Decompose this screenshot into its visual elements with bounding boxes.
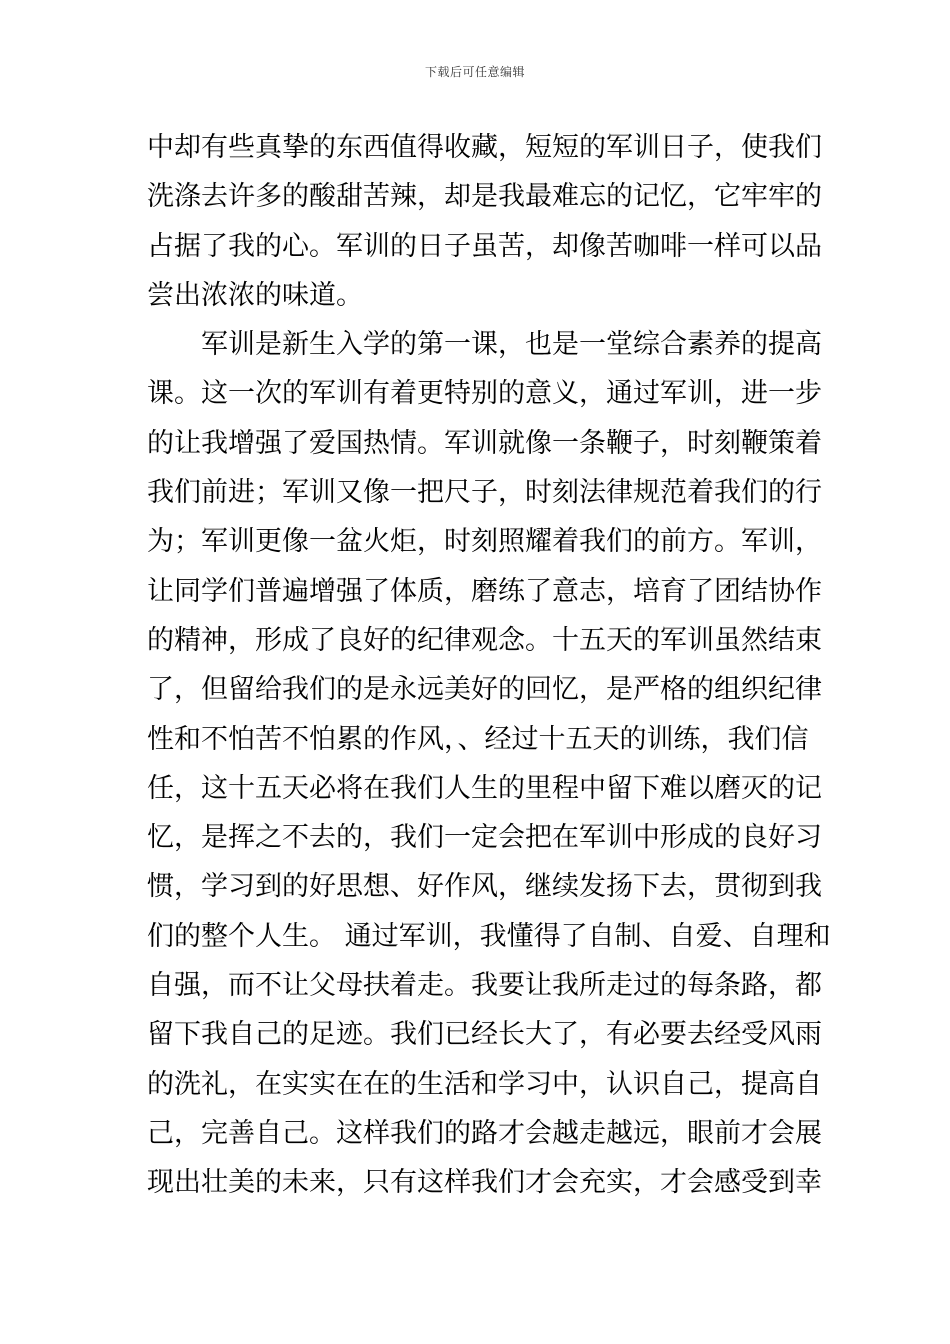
paragraph-2-line-14: 自强，而不让父母扶着走。我要让我所走过的每条路，都 — [147, 970, 822, 1002]
paragraph-1-line-2: 洗涤去许多的酸甜苦辣，却是我最难忘的记忆，它牢牢的 — [147, 181, 822, 213]
paragraph-2-line-15: 留下我自己的足迹。我们已经长大了，有必要去经受风雨 — [147, 1019, 822, 1051]
paragraph-2-line-1: 军训是新生入学的第一课，也是一堂综合素养的提高 — [201, 329, 822, 361]
page-header: 下载后可任意编辑 — [424, 65, 525, 79]
paragraph-1-line-4: 尝出浓浓的味道。 — [147, 279, 363, 311]
document-body — [147, 123, 831, 1208]
paragraph-2-line-6: 让同学们普遍增强了体质，磨练了意志，培育了团结协作 — [147, 575, 822, 607]
paragraph-1-line-1: 中却有些真挚的东西值得收藏，短短的军训日子，使我们 — [147, 132, 822, 163]
paragraph-2-line-10: 任，这十五天必将在我们人生的里程中留下难以磨灭的记 — [147, 772, 822, 804]
paragraph-2-line-8: 了，但留给我们的是永远美好的回忆，是严格的组织纪律 — [147, 674, 822, 706]
paragraph-2-line-7: 的精神，形成了良好的纪律观念。十五天的军训虽然结束 — [147, 624, 822, 656]
paragraph-2-line-12: 惯，学习到的好思想、好作风，继续发扬下去，贯彻到我 — [147, 871, 822, 903]
paragraph-2-line-18: 现出壮美的未来，只有这样我们才会充实，才会感受到幸 — [147, 1167, 822, 1199]
paragraph-2-line-2: 课。这一次的军训有着更特别的意义，通过军训，进一步 — [147, 378, 822, 410]
paragraph-2-line-5: 为；军训更像一盆火炬，时刻照耀着我们的前方。军训， — [147, 526, 822, 558]
paragraph-2-line-13: 们的整个人生。 通过军训，我懂得了自制、自爱、自理和 — [147, 920, 831, 952]
paragraph-2-line-3: 的让我增强了爱国热情。军训就像一条鞭子，时刻鞭策着 — [147, 427, 822, 459]
paragraph-2-line-11: 忆，是挥之不去的，我们一定会把在军训中形成的良好习 — [147, 822, 822, 854]
paragraph-2-line-4: 我们前进；军训又像一把尺子，时刻法律规范着我们的行 — [147, 477, 822, 509]
paragraph-2-line-16: 的洗礼，在实实在在的生活和学习中，认识自己，提高自 — [147, 1068, 822, 1100]
paragraph-1-line-3: 占据了我的心。军训的日子虽苦，却像苦咖啡一样可以品 — [147, 230, 822, 262]
paragraph-2-line-17: 己，完善自己。这样我们的路才会越走越远，眼前才会展 — [147, 1117, 822, 1149]
paragraph-2-line-9: 性和不怕苦不怕累的作风，、经过十五天的训练，我们信 — [147, 723, 809, 755]
